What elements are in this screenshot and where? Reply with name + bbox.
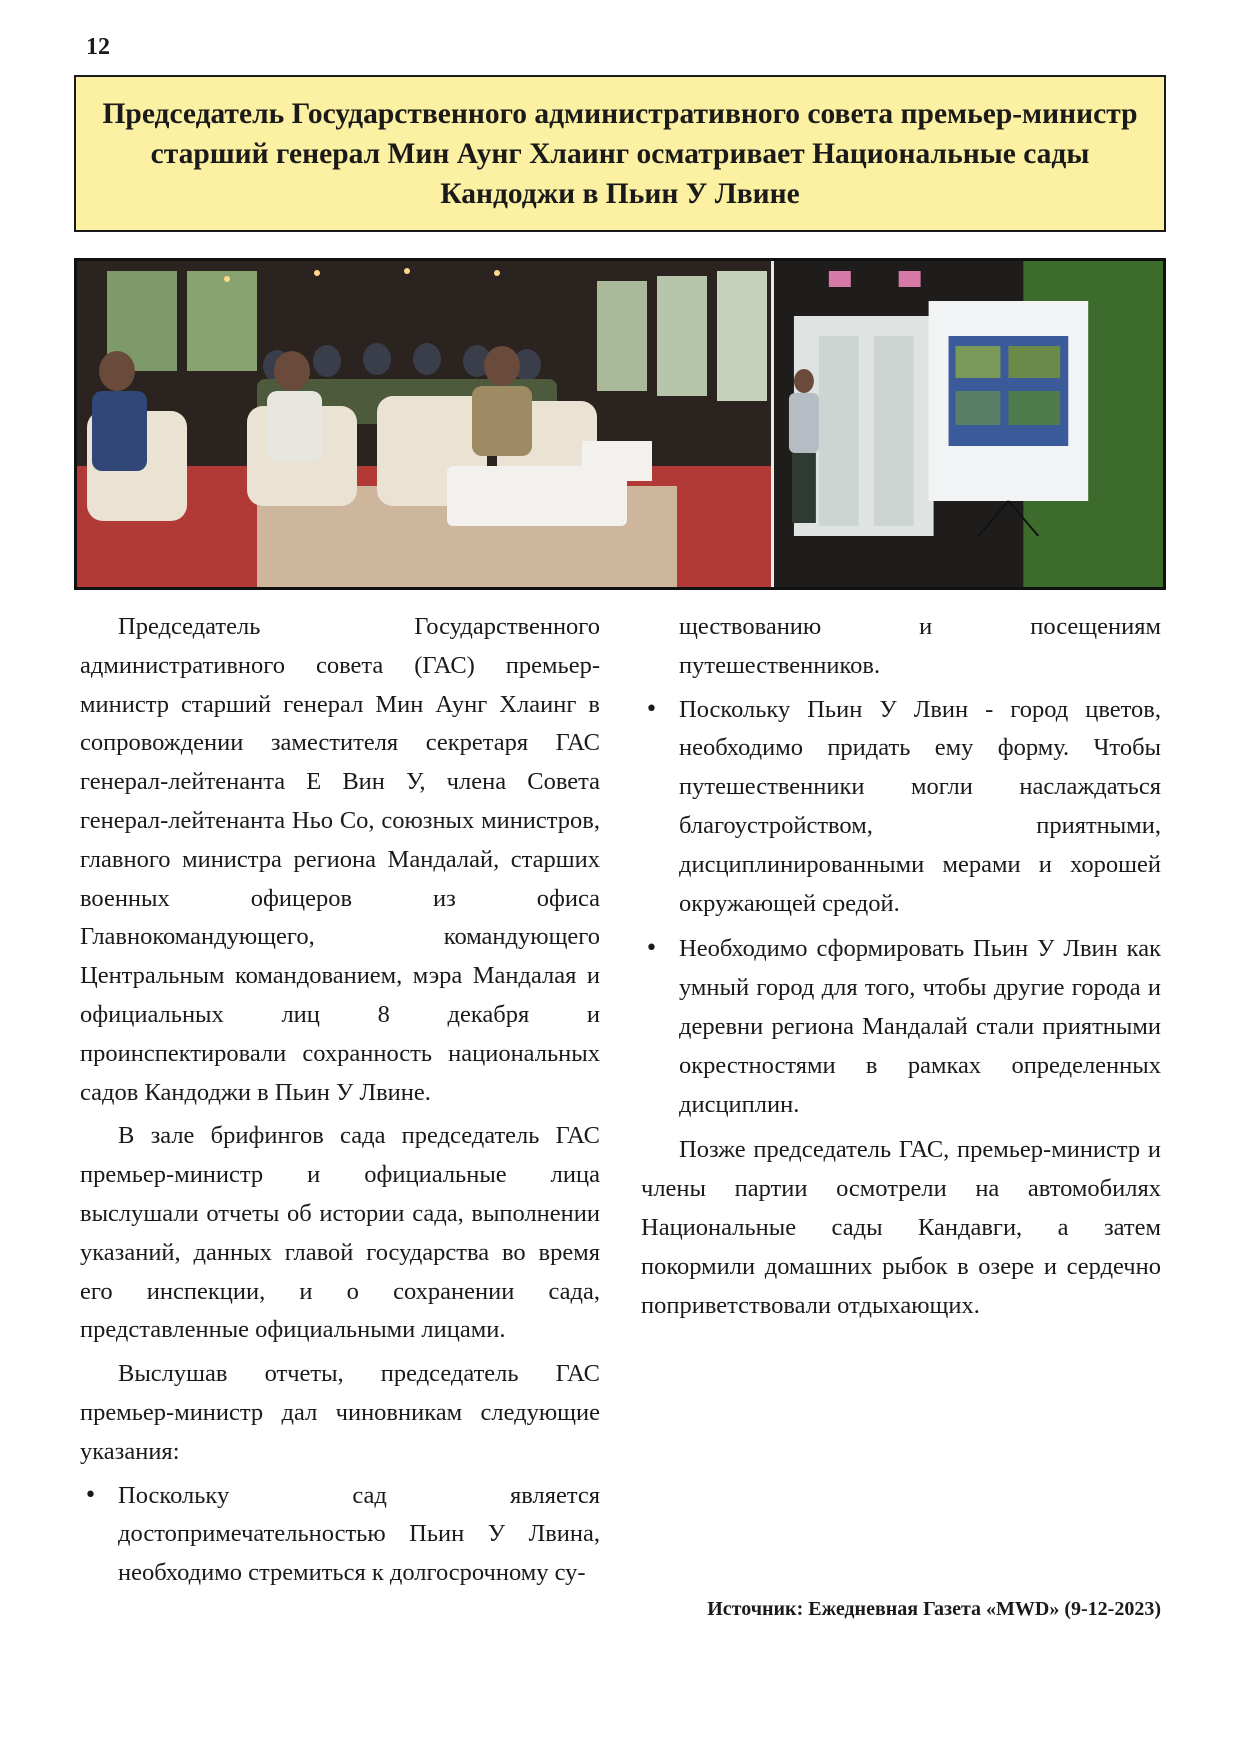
instructions-list bbox=[641, 691, 1161, 1125]
list-item bbox=[641, 691, 1161, 924]
paragraph-intro: Председатель Государственного административного совета (ГАС) премьер-министр старший генерал Мин Аунг Хлаинг в сопровождении заместителя секретаря ГАС генерал-лейтенанта Е Вин У, члена Совета генерал-лейтенанта Ньо Со, союзных министров, главного министра региона Мандалай, старших военных офицеров из офиса Главнокомандующего, командующего Центральным командованием, мэра Мандалая и официальных лиц 8 декабря и проинспектировали сохранность национальных садов Кандоджи в Пьин У Лвине. bbox=[80, 613, 600, 1106]
headline-box bbox=[74, 75, 1166, 232]
briefing-hall-photo bbox=[77, 261, 771, 587]
list-item-continuation: ществованию и посещениям путешественников. bbox=[679, 613, 1161, 679]
paragraph-briefing: В зале брифингов сада председатель ГАС премьер-министр и официальные лица выслушали отчеты об истории сада, выполнении указаний, данных главой государства во время его инспекции, и о сохранении сада, представленные официальными лицами. bbox=[80, 1122, 600, 1344]
bullet-icon: • bbox=[645, 696, 658, 722]
source-credit: Источник: Ежедневная Газета «MWD» (9-12-2023) bbox=[707, 1598, 1161, 1620]
list-item bbox=[80, 1477, 600, 1593]
list-item-text: Поскольку сад является достопримечательностью Пьин У Лвина, необходимо стремиться к долгосрочному су- bbox=[118, 1481, 600, 1587]
left-column bbox=[80, 608, 600, 1600]
headline: Председатель Государственного административного совета премьер-министр старший генерал Мин Аунг Хлаинг осматривает Национальные сады Кандоджи в Пьин У Лвине bbox=[102, 97, 1138, 210]
briefing-hall-illustration bbox=[77, 261, 771, 587]
bullet-icon: • bbox=[84, 1482, 97, 1508]
right-column bbox=[641, 608, 1161, 1330]
list-item-text: Необходимо сформировать Пьин У Лвин как умный город для того, чтобы другие города и деревни региона Мандалай стали приятными окрестностями в рамках определенных дисциплин. bbox=[679, 935, 1161, 1118]
photo-strip bbox=[74, 258, 1166, 590]
presentation-illustration bbox=[774, 261, 1163, 587]
list-item-text: Поскольку Пьин У Лвин - город цветов, необходимо придать ему форму. Чтобы путешественники могли наслаждаться благоустройством, приятными, дисциплинированными мерами и хорошей окружающей средой. bbox=[679, 695, 1161, 917]
presentation-photo bbox=[774, 261, 1163, 587]
paragraph-closing: Позже председатель ГАС, премьер-министр и члены партии осмотрели на автомобилях Национальные сады Кандавги, а затем покормили домашних рыбок в озере и сердечно поприветствовали отдыхающих. bbox=[641, 1136, 1161, 1319]
paragraph-instructions-lead: Выслушав отчеты, председатель ГАС премьер-министр дал чиновникам следующие указания: bbox=[80, 1360, 600, 1465]
page-number: 12 bbox=[86, 34, 110, 60]
instructions-list-start bbox=[80, 1477, 600, 1593]
bullet-icon: • bbox=[645, 936, 658, 962]
list-item bbox=[641, 930, 1161, 1124]
